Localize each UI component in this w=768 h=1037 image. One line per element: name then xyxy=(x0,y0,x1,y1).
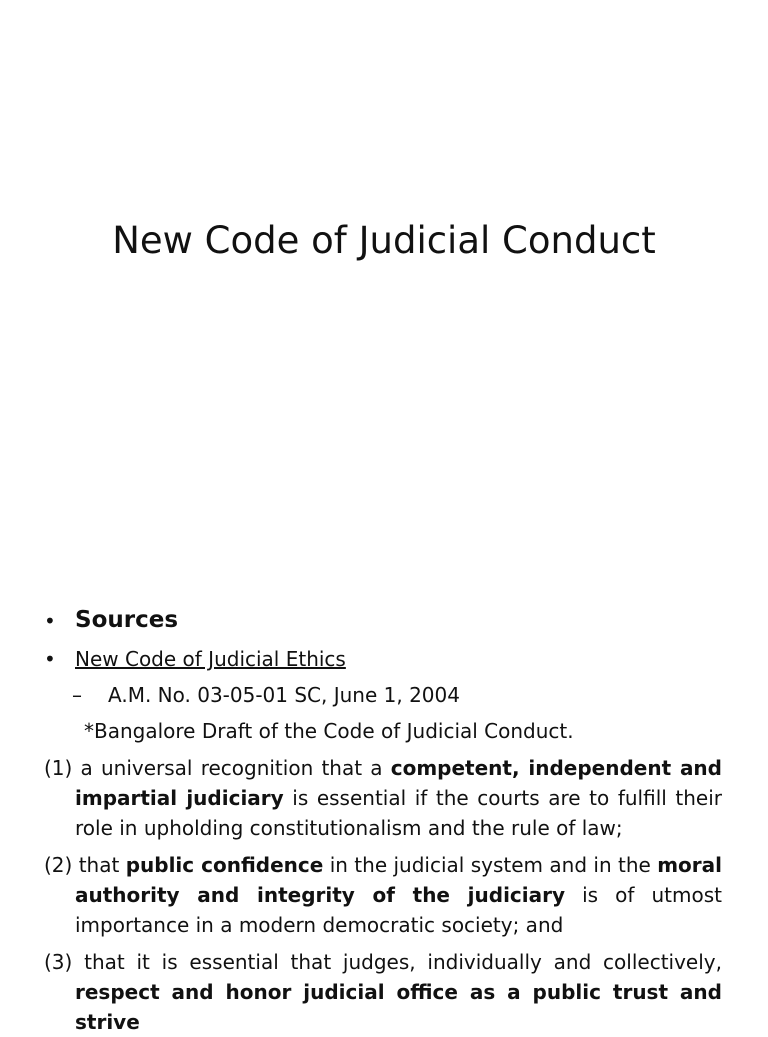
sub-bullet-dash: – xyxy=(72,683,82,707)
paragraph-2-text: (2) that xyxy=(44,853,126,877)
paragraph-1-text: (1) a universal recognition that a xyxy=(44,756,391,780)
paragraph-1-text-2: is essential if the courts are to fulfill their role in upholding constitutionalism and the rule of law; xyxy=(75,786,722,840)
sources-heading: Sources xyxy=(75,607,179,633)
citation-text: A.M. No. 03-05-01 SC, June 1, 2004 xyxy=(108,683,460,707)
note-text: *Bangalore Draft of the Code of Judicial Conduct. xyxy=(84,719,574,743)
paragraph-1-bold: competent, independent and impartial judiciary xyxy=(75,756,722,810)
paragraph-1 xyxy=(44,753,722,843)
bullet-dot: • xyxy=(44,647,56,671)
bullet-code-name xyxy=(44,644,722,674)
bullet-sources xyxy=(44,604,722,636)
paragraph-2-text-3: is of utmost importance in a modern democratic society; and xyxy=(75,883,723,937)
paragraph-2-bold-2: moral authority and integrity of the judiciary xyxy=(75,853,722,907)
paragraph-3-text: (3) that it is essential that judges, individually and collectively, xyxy=(44,950,722,974)
paragraph-3-bold: respect and honor judicial office as a public trust and strive xyxy=(75,980,722,1034)
paragraph-2 xyxy=(44,850,722,940)
slide-content xyxy=(44,604,722,1037)
paragraph-2-bold: public confidence xyxy=(125,853,324,877)
slide-title: New Code of Judicial Conduct xyxy=(112,219,656,262)
sub-bullet-citation xyxy=(44,680,722,710)
code-name-link: New Code of Judicial Ethics xyxy=(75,647,346,671)
bullet-dot: • xyxy=(44,609,56,633)
paragraph-2-text-2: in the judicial system and in the xyxy=(323,853,658,877)
